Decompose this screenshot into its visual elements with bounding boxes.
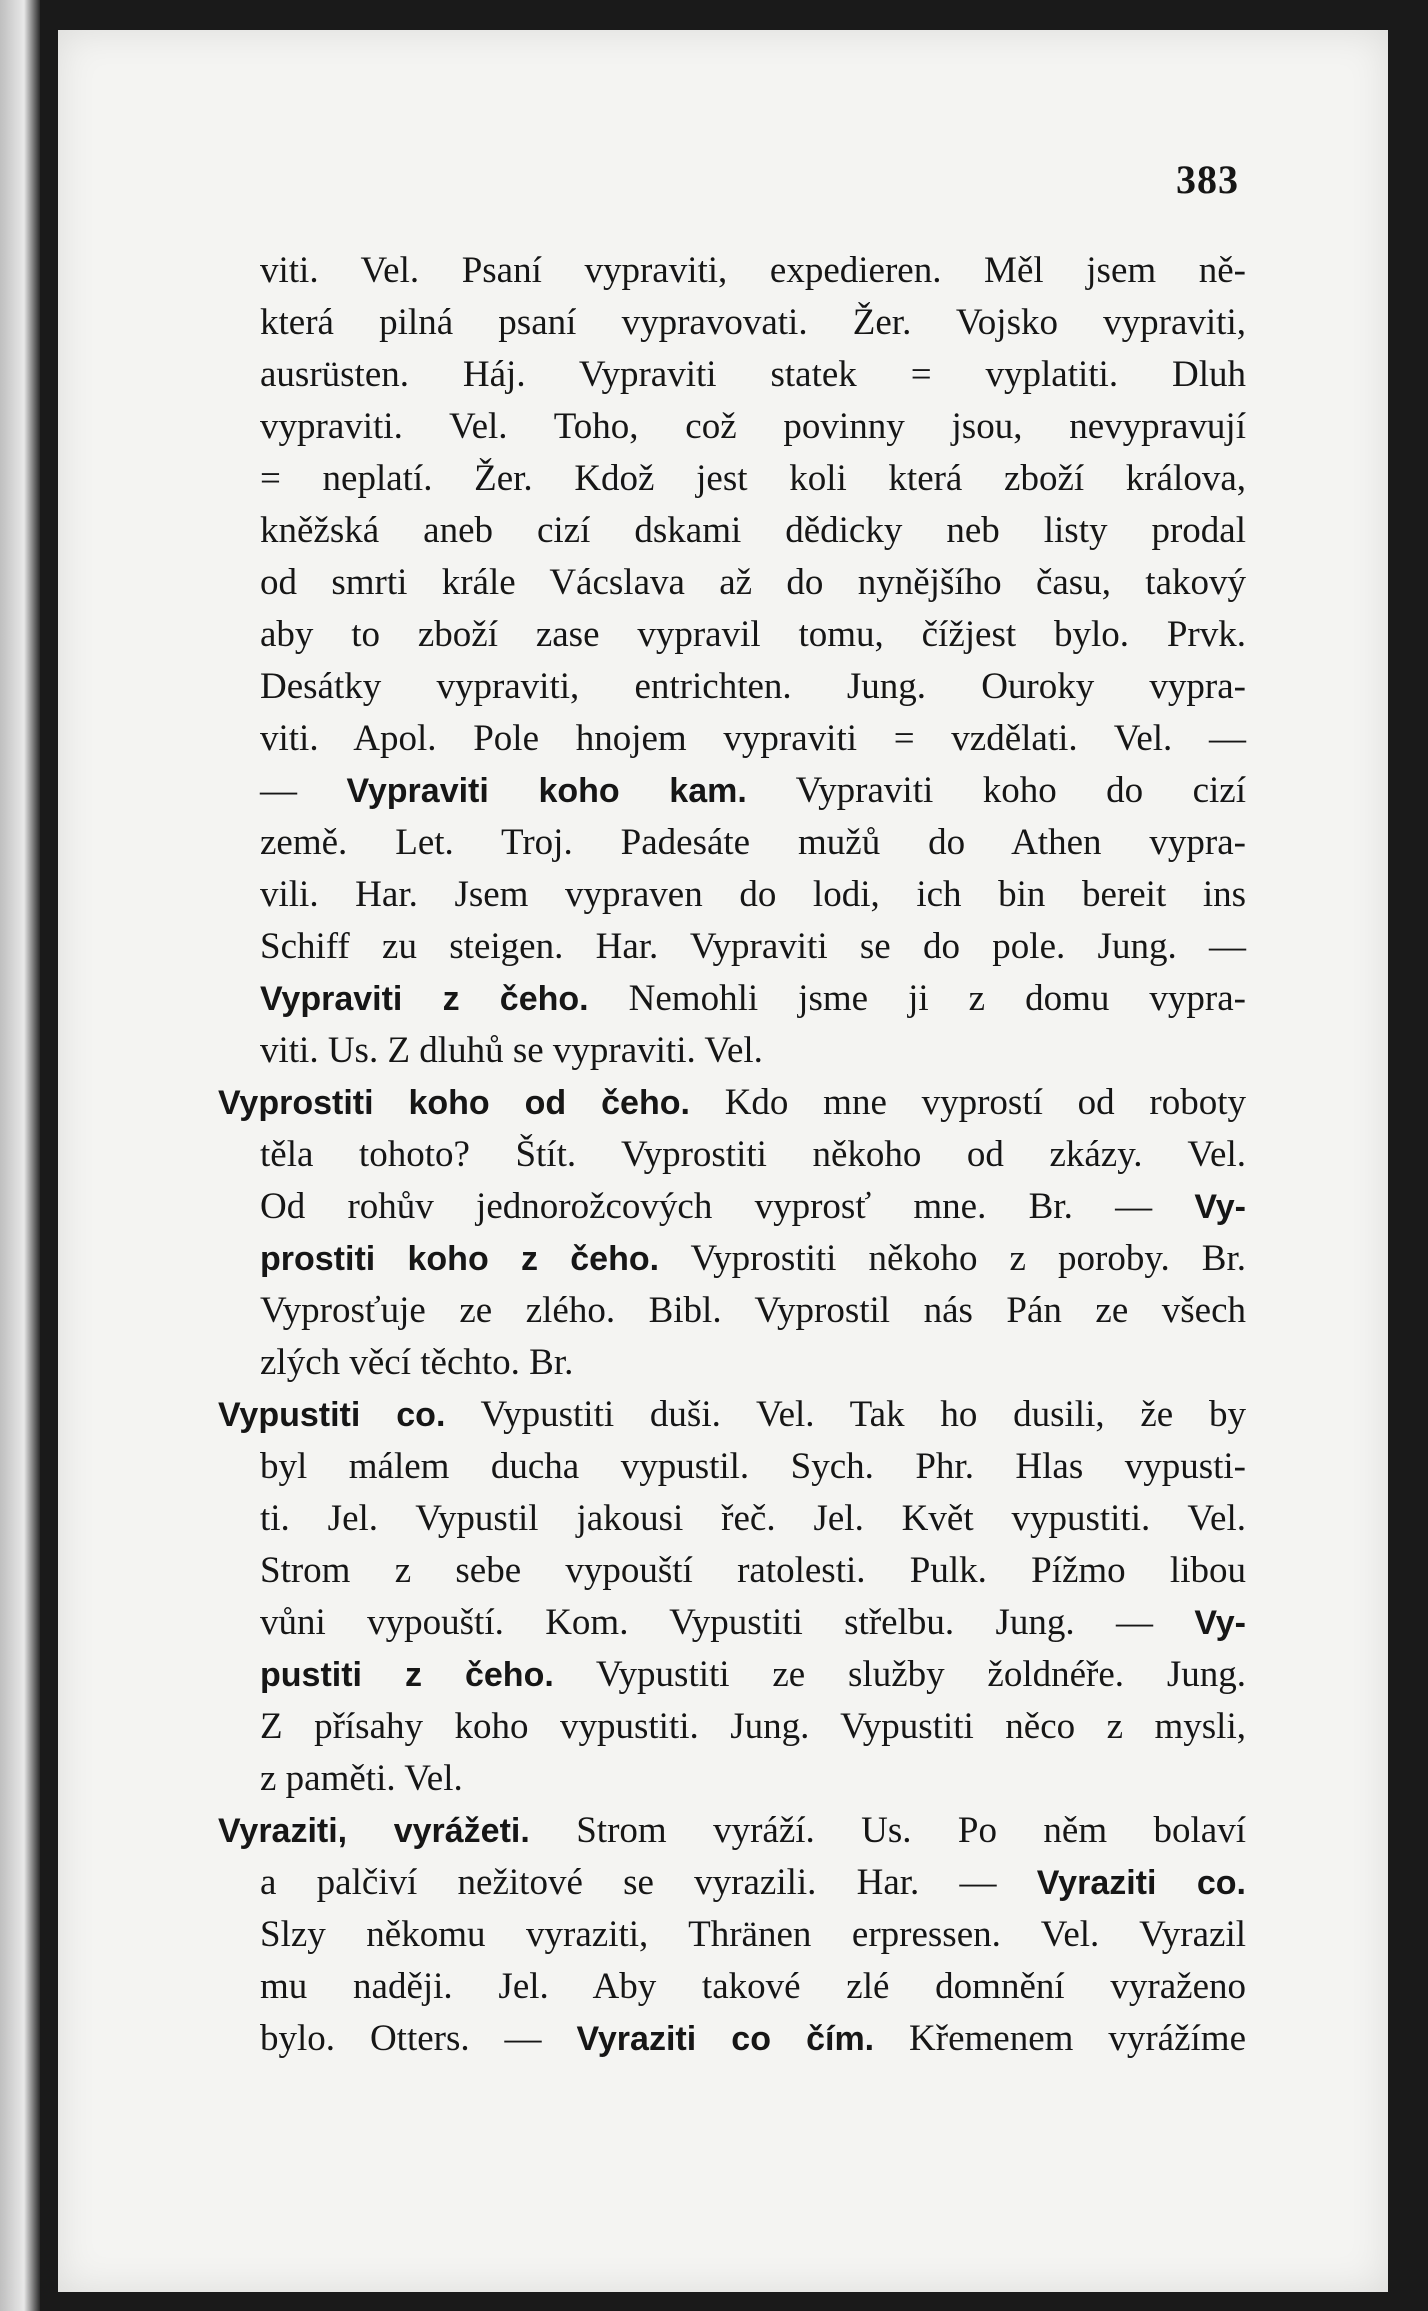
text-line [218,1857,1246,1909]
text-segment: Vypraviti koho do cizí [746,770,1246,811]
text-segment: Od rohův jednorožcových vyprosť mne. Br. — [260,1186,1195,1227]
text-line [218,1181,1246,1233]
text-segment: viti. Us. Z dluhů se vypraviti. Vel. [260,1030,763,1071]
headword: Vyprostiti koho od čeho. [218,1084,690,1122]
text-segment: vypraviti. Vel. Toho, což povinny jsou, nevypravují [260,406,1246,447]
text-line [218,661,1246,713]
text-line [218,1129,1246,1181]
text-segment: Kdo mne vyprostí od roboty [689,1082,1246,1123]
text-line [218,245,1246,297]
text-segment: Desátky vypraviti, entrichten. Jung. Ouroky vypra- [260,666,1246,707]
text-segment: aby to zboží zase vypravil tomu, čížjest bylo. Prvk. [260,614,1246,655]
headword: Vy- [1194,1604,1246,1642]
text-segment: ausrüsten. Háj. Vypraviti statek = vyplatiti. Dluh [260,354,1246,395]
text-line [218,1545,1246,1597]
text-line [218,921,1246,973]
headword: prostiti koho z čeho. [260,1240,660,1278]
text-line [218,1753,1246,1805]
text-line [218,973,1246,1025]
text-line [218,453,1246,505]
text-segment: Vypustiti duši. Vel. Tak ho dusili, že by [445,1394,1246,1435]
text-segment: Slzy někomu vyraziti, Thränen erpressen. Vel. Vyrazil [260,1914,1246,1955]
text-line [218,505,1246,557]
text-segment: Vypustiti ze služby žoldnéře. Jung. [553,1654,1246,1695]
text-line [218,1025,1246,1077]
headword: pustiti z čeho. [260,1656,554,1694]
text-segment: země. Let. Troj. Padesáte mužů do Athen vypra- [260,822,1246,863]
headword: Vyraziti, vyrážeti. [218,1812,530,1850]
text-segment: = neplatí. Žer. Kdož jest koli která zboží králova, [260,458,1246,499]
headword: Vypraviti koho kam. [346,772,747,810]
headword: Vyraziti co čím. [576,2020,875,2058]
text-segment: — [260,770,347,811]
text-segment: Schiff zu steigen. Har. Vypraviti se do pole. Jung. — [260,926,1246,967]
text-line [218,765,1246,817]
text-segment: byl málem ducha vypustil. Sych. Phr. Hlas vypusti- [260,1446,1246,1487]
text-line [218,713,1246,765]
headword: Vypustiti co. [218,1396,446,1434]
text-line [218,1441,1246,1493]
text-line [218,401,1246,453]
text-line [218,2013,1246,2065]
text-segment: viti. Apol. Pole hnojem vypraviti = vzdělati. Vel. — [260,718,1246,759]
headword: Vypraviti z čeho. [260,980,589,1018]
text-segment: viti. Vel. Psaní vypraviti, expedieren. Měl jsem ně- [260,250,1246,291]
text-line [218,1389,1246,1441]
text-segment: která pilná psaní vypravovati. Žer. Vojsko vypraviti, [260,302,1246,343]
book-page [58,30,1388,2292]
text-line [218,1701,1246,1753]
text-line [218,1493,1246,1545]
text-segment: a palčiví nežitové se vyrazili. Har. — [260,1862,1037,1903]
text-segment: Strom vyráží. Us. Po něm bolaví [529,1810,1246,1851]
text-segment: od smrti krále Vácslava až do nynějšího času, takový [260,562,1246,603]
text-line [218,869,1246,921]
text-segment: zlých věcí těchto. Br. [260,1342,574,1383]
text-segment: Křemenem vyrážíme [874,2018,1246,2059]
text-segment: Nemohli jsme ji z domu vypra- [588,978,1246,1019]
text-segment: bylo. Otters. — [260,2018,577,2059]
headword: Vy- [1194,1188,1246,1226]
text-line [218,1233,1246,1285]
text-segment: kněžská aneb cizí dskami dědicky neb listy prodal [260,510,1246,551]
text-segment: těla tohoto? Štít. Vyprostiti někoho od zkázy. Vel. [260,1134,1246,1175]
text-line [218,1337,1246,1389]
book-binding-edge [0,0,40,2311]
text-line [218,1909,1246,1961]
text-line [218,1285,1246,1337]
text-line [218,1597,1246,1649]
text-segment: ti. Jel. Vypustil jakousi řeč. Jel. Květ vypustiti. Vel. [260,1498,1246,1539]
dictionary-text [218,245,1246,2065]
text-line [218,609,1246,661]
text-line [218,1961,1246,2013]
text-line [218,817,1246,869]
text-segment: vili. Har. Jsem vypraven do lodi, ich bin bereit ins [260,874,1246,915]
text-line [218,1649,1246,1701]
text-segment: mu naději. Jel. Aby takové zlé domnění vyraženo [260,1966,1246,2007]
text-line [218,1077,1246,1129]
text-line [218,349,1246,401]
page-number: 383 [1176,157,1239,202]
text-segment: Z přísahy koho vypustiti. Jung. Vypustiti něco z mysli, [260,1706,1246,1747]
text-segment: vůni vypouští. Kom. Vypustiti střelbu. Jung. — [260,1602,1195,1643]
headword: Vyraziti co. [1036,1864,1246,1902]
text-line [218,557,1246,609]
text-segment: Vyprosťuje ze zlého. Bibl. Vyprostil nás Pán ze všech [260,1290,1246,1331]
text-line [218,1805,1246,1857]
text-segment: z paměti. Vel. [260,1758,463,1799]
text-segment: Vyprostiti někoho z poroby. Br. [659,1238,1246,1279]
text-segment: Strom z sebe vypouští ratolesti. Pulk. Pížmo libou [260,1550,1246,1591]
text-line [218,297,1246,349]
